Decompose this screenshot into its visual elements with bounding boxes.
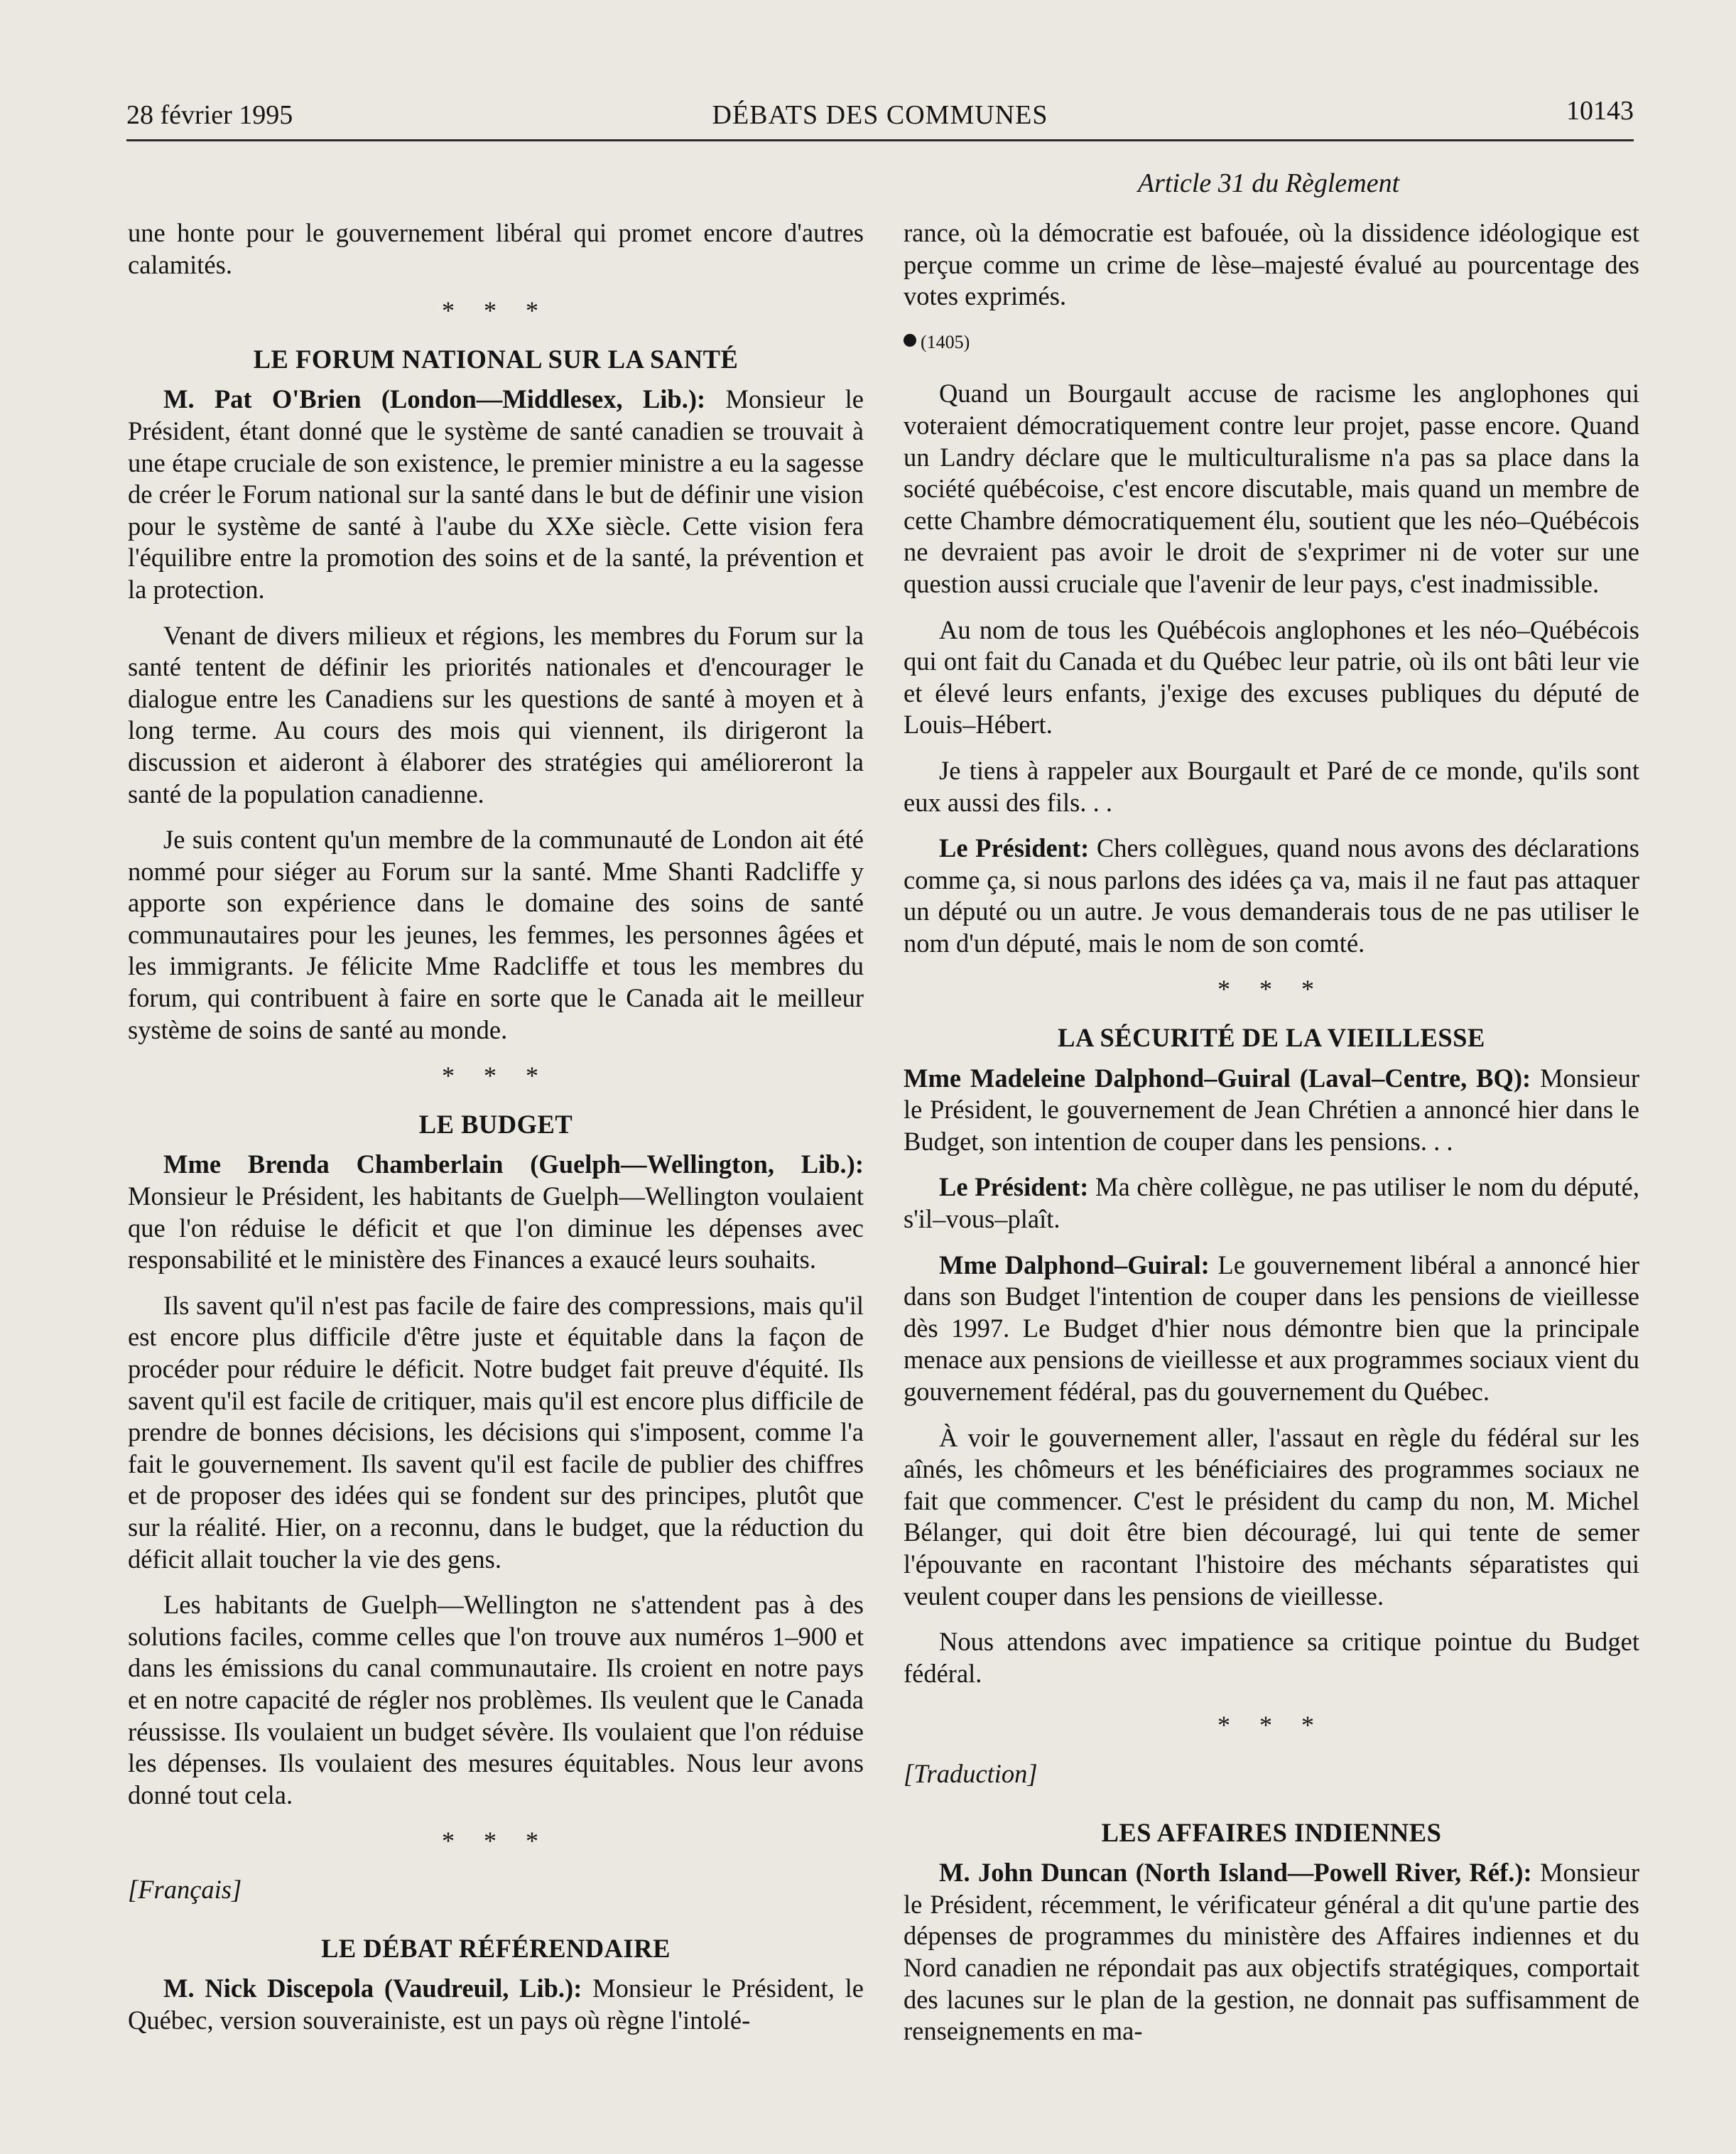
- speaker-name: Mme Brenda Chamberlain (Guelph—Wellington, Lib.):: [163, 1149, 864, 1179]
- paragraph: [128, 1973, 864, 2036]
- paragraph-text: Monsieur le Président, récemment, le vérificateur général a dit qu'une partie des dépenses de programmes du ministère des Affaires indiennes et du Nord canadien ne répondait pas aux objectifs stratégiques, comportait des lacunes sur le plan de la gestion, ne donnait pas suffisamment de renseignements en ma-: [904, 1858, 1639, 2046]
- paragraph-text: Ma chère collègue, ne pas utiliser le nom du député, s'il–vous–plaît.: [904, 1172, 1639, 1234]
- paragraph-text: Chers collègues, quand nous avons des déclarations comme ça, si nous parlons des idées ça va, mais il ne faut pas attaquer un député ou un autre. Je vous demanderais tous de ne pas utiliser le nom d'un député, mais le nom de son comté.: [904, 833, 1639, 958]
- paragraph: rance, où la démocratie est bafouée, où la dissidence idéologique est perçue comme un crime de lèse–majesté évalué au pourcentage des votes exprimés.: [904, 218, 1639, 311]
- header-date: 28 février 1995: [126, 100, 293, 130]
- paragraph-text: Monsieur le Président, les habitants de Guelph—Wellington voulaient que l'on réduise le déficit et que l'on diminue les dépenses avec responsabilité et le ministère des Finances a exaucé leurs souhaits.: [128, 1181, 864, 1274]
- paragraph: [128, 384, 864, 605]
- section-heading: LA SÉCURITÉ DE LA VIEILLESSE: [1058, 1023, 1485, 1053]
- separator: * * *: [1217, 975, 1325, 1004]
- separator: * * *: [442, 296, 550, 325]
- speaker-name: Le Président:: [939, 833, 1090, 863]
- section-heading: LE BUDGET: [418, 1109, 573, 1139]
- speaker-name: Mme Madeleine Dalphond–Guiral (Laval–Centre, BQ):: [904, 1063, 1531, 1093]
- separator: * * *: [442, 1826, 550, 1856]
- paragraph: [128, 1149, 864, 1275]
- paragraph: [904, 1857, 1639, 2047]
- paragraph: Au nom de tous les Québécois anglophones et les néo–Québécois qui ont fait du Canada et du Québec leur patrie, où ils ont bâti leur vie et élevé leurs enfants, j'exige des excuses publiques du député de Louis–Hébert.: [904, 615, 1639, 740]
- paragraph: Venant de divers milieux et régions, les membres du Forum sur la santé tentent de définir les priorités nationales et d'encourager le dialogue entre les Canadiens sur les questions de santé à moyen et à long terme. Au cours des mois qui viennent, ils dirigeront la discussion et aideront à élaborer des stratégies qui amélioreront la santé de la population canadienne.: [128, 620, 864, 808]
- speaker-name: M. Nick Discepola (Vaudreuil, Lib.):: [163, 1974, 582, 2003]
- separator: * * *: [442, 1061, 550, 1090]
- paragraph-text: Monsieur le Président, étant donné que le système de santé canadien se trouvait à une étape cruciale de son existence, le premier ministre a eu la sagesse de créer le Forum national sur la santé dans le but de définir une vision pour le système de santé à l'aube du XXe siècle. Cette vision fera l'équilibre entre la promotion des soins et de la santé, la prévention et la protection.: [128, 384, 864, 604]
- paragraph: une honte pour le gouvernement libéral qui promet encore d'autres calamités.: [128, 218, 864, 279]
- paragraph: [904, 1250, 1639, 1408]
- language-tag: [Traduction]: [904, 1758, 1038, 1788]
- speaker-name: M. Pat O'Brien (London—Middlesex, Lib.):: [163, 384, 706, 414]
- speaker-name: Le Président:: [939, 1172, 1089, 1202]
- language-tag: [Français]: [128, 1874, 242, 1904]
- section-heading: LES AFFAIRES INDIENNES: [1101, 1817, 1442, 1847]
- header-title: DÉBATS DES COMMUNES: [712, 100, 1048, 130]
- paragraph: [904, 833, 1639, 959]
- paragraph: À voir le gouvernement aller, l'assaut en règle du fédéral sur les aînés, les chômeurs et les bénéficiaires des programmes sociaux ne fait que commencer. C'est le président du camp du non, M. Michel Bélanger, qui doit être bien découragé, lui qui tente de semer l'épouvante en racontant l'histoire des méchants séparatistes qui veulent couper dans les pensions de vieillesse.: [904, 1422, 1639, 1611]
- paragraph: Nous attendons avec impatience sa critique pointue du Budget fédéral.: [904, 1627, 1639, 1688]
- paragraph: Les habitants de Guelph—Wellington ne s'attendent pas à des solutions faciles, comme celles que l'on trouve aux numéros 1–900 et dans les émissions du canal communautaire. Ils croient en notre pays et en notre capacité de régler nos problèmes. Ils veulent que le Canada réussisse. Ils voulaient un budget sévère. Ils voulaient que l'on réduise les dépenses. Ils voulaient des mesures équitables. Nous leur avons donné tout cela.: [128, 1590, 864, 1809]
- right-column: [904, 217, 1639, 2062]
- bullet-icon: [904, 334, 916, 347]
- paragraph-text: Le gouvernement libéral a annoncé hier dans son Budget l'intention de couper dans les pensions de vieillesse dès 1997. Le Budget d'hier nous démontre bien que la principale menace aux pensions de vieillesse et aux programmes sociaux vient du gouvernement fédéral, pas du gouvernement du Québec.: [904, 1250, 1639, 1406]
- speaker-name: M. John Duncan (North Island—Powell River, Réf.):: [939, 1858, 1532, 1888]
- speaker-name: Mme Dalphond–Guiral:: [939, 1250, 1210, 1279]
- separator: * * *: [1217, 1711, 1325, 1740]
- paragraph: Quand un Bourgault accuse de racisme les anglophones qui voteraient démocratiquement contre leur projet, passe encore. Quand un Landry déclare que le multiculturalisme n'a pas sa place dans la société québécoise, c'est encore discutable, mais quand un membre de cette Chambre démocratiquement élu, soutient que les néo–Québécois ne devraient pas avoir le droit de s'exprimer ni de voter sur une question aussi cruciale que l'avenir de leur pays, c'est inadmissible.: [904, 379, 1639, 598]
- paragraph: [904, 1063, 1639, 1158]
- paragraph: Ils savent qu'il n'est pas facile de faire des compressions, mais qu'il est encore plus difficile d'être juste et équitable dans la façon de procéder pour réduire le déficit. Notre budget fait preuve d'équité. Ils savent qu'il est facile de critiquer, mais qu'il est encore plus difficile de prendre de bonnes décisions, les décisions qui s'imposent, comme l'a fait le gouvernement. Ils savent qu'il est facile de publier des chiffres et de proposer des idées qui se fondent sur des principes, plutôt que sur la réalité. Hier, on a reconnu, dans le budget, que la réduction du déficit allait toucher la vie des gens.: [128, 1290, 864, 1574]
- page-header: [126, 92, 1634, 141]
- paragraph: Je tiens à rappeler aux Bourgault et Paré de ce monde, qu'ils sont eux aussi des fils. . .: [904, 755, 1639, 817]
- section-heading: LE DÉBAT RÉFÉRENDAIRE: [321, 1933, 671, 1963]
- paragraph: Je suis content qu'un membre de la communauté de London ait été nommé pour siéger au Forum sur la santé. Mme Shanti Radcliffe y apporte son expérience dans le domaine des soins de santé communautaires pour les jeunes, les femmes, les personnes âgées et les immigrants. Je félicite Mme Radcliffe et tous les membres du forum, qui contribuent à faire en sorte que le Canada ait le meilleur système de soins de santé au monde.: [128, 825, 864, 1044]
- section-heading: LE FORUM NATIONAL SUR LA SANTÉ: [253, 344, 739, 374]
- paragraph-text: Monsieur le Président, le gouvernement de Jean Chrétien a annoncé hier dans le Budget, son intention de couper dans les pensions. . .: [904, 1063, 1639, 1156]
- time-marker-text: (1405): [921, 331, 970, 352]
- left-column: [128, 217, 864, 2050]
- time-marker: [904, 327, 1639, 359]
- page-number: 10143: [1566, 96, 1634, 126]
- section-subheader: Article 31 du Règlement: [1137, 168, 1400, 198]
- paragraph-text: Monsieur le Président, le Québec, version souverainiste, est un pays où règne l'intolé-: [128, 1974, 864, 2035]
- paragraph: [904, 1171, 1639, 1235]
